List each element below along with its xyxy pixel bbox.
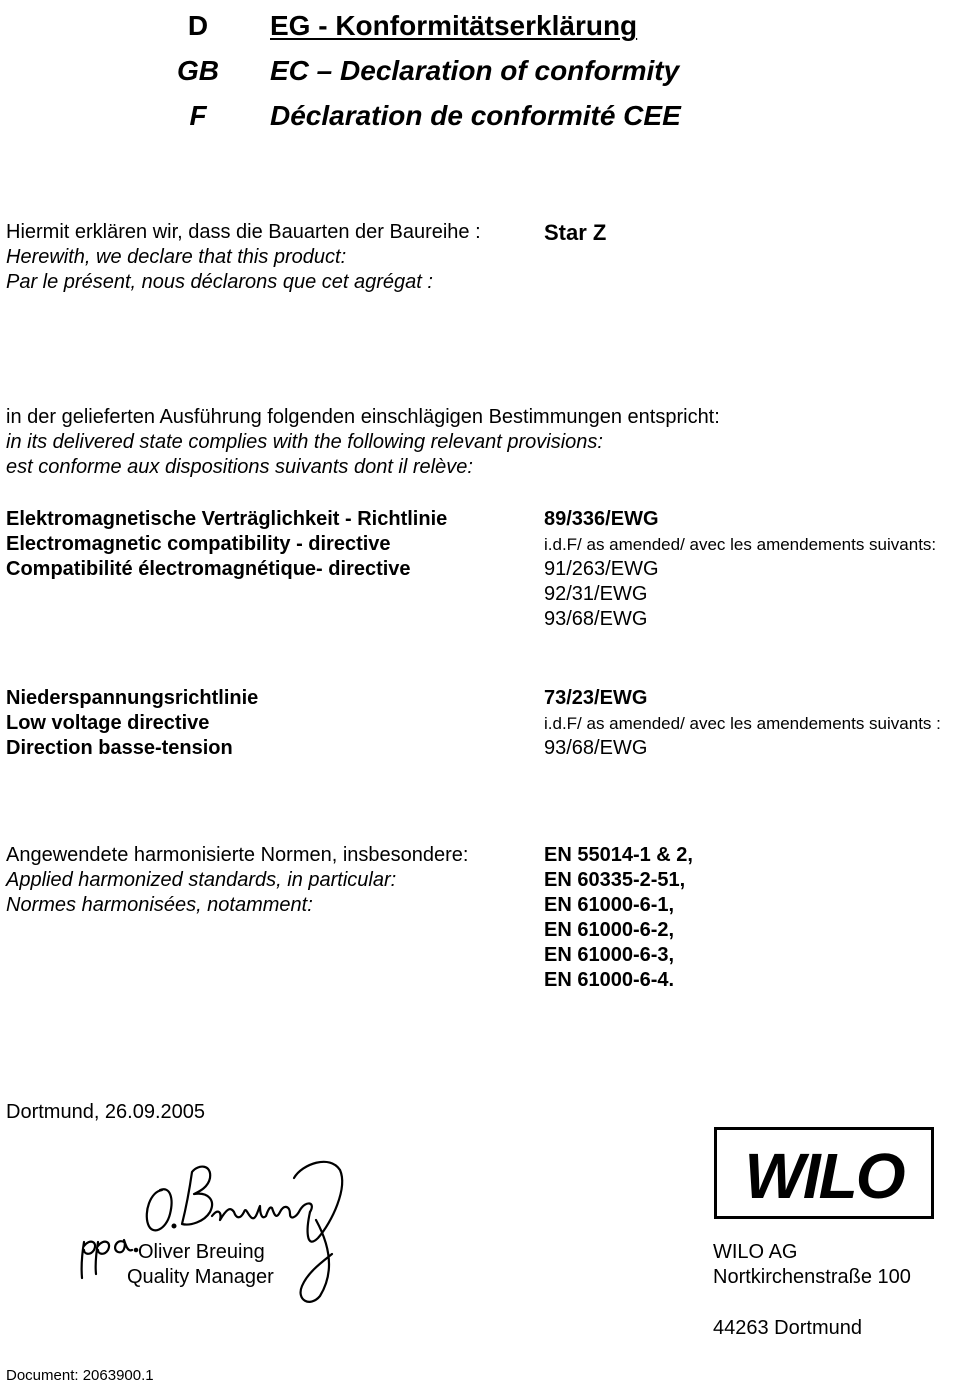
standard-item: EN 61000-6-2,: [544, 919, 675, 941]
emc-main-ref: 89/336/EWG: [544, 508, 659, 530]
product-intro-de: Hiermit erklären wir, dass die Bauarten der Baureihe :: [6, 221, 481, 243]
company-city: 44263 Dortmund: [713, 1317, 862, 1339]
title-german: EG - Konformitätserklärung: [270, 10, 638, 41]
standards-label-fr: Normes harmonisées, notamment:: [6, 894, 313, 916]
language-code-d: D: [187, 10, 209, 41]
lvd-amendment: 93/68/EWG: [544, 737, 648, 759]
compliance-fr: est conforme aux dispositions suivants dont il relève:: [6, 456, 473, 478]
lvd-directive-refs: [544, 686, 941, 761]
product-name: Star Z: [544, 220, 607, 245]
company-address: [713, 1240, 911, 1290]
lvd-label-en: Low voltage directive: [6, 712, 210, 734]
standards-labels: [6, 843, 469, 918]
emc-directive-refs: [544, 507, 936, 632]
standard-item: EN 60335-2-51,: [544, 869, 686, 891]
signatory-name: Oliver Breuing: [138, 1241, 265, 1263]
language-code-gb: GB: [177, 55, 219, 86]
language-code-f: F: [189, 100, 207, 131]
place-date: Dortmund, 26.09.2005: [6, 1101, 206, 1123]
compliance-statement: [6, 405, 720, 480]
emc-label-en: Electromagnetic compatibility - directive: [6, 533, 391, 555]
lvd-label-fr: Direction basse-tension: [6, 737, 233, 759]
standard-item: EN 61000-6-3,: [544, 944, 675, 966]
lvd-directive-labels: [6, 686, 258, 761]
wilo-logo-icon: [717, 1130, 931, 1216]
company-street: Nortkirchenstraße 100: [713, 1266, 911, 1288]
lvd-main-ref: 73/23/EWG: [544, 687, 648, 709]
company-name: WILO AG: [713, 1241, 798, 1263]
standard-item: EN 55014-1 & 2,: [544, 844, 693, 866]
wilo-logo: [714, 1127, 934, 1219]
emc-directive-labels: [6, 507, 447, 582]
document-number: Document: 2063900.1: [6, 1367, 154, 1384]
standard-item: EN 61000-6-1,: [544, 894, 675, 916]
emc-label-fr: Compatibilité électromagnétique- directive: [6, 558, 411, 580]
product-intro-fr: Par le présent, nous déclarons que cet agrégat :: [6, 271, 433, 293]
compliance-en: in its delivered state complies with the following relevant provisions:: [6, 431, 603, 453]
title-english: EC – Declaration of conformity: [270, 55, 680, 86]
standard-item: EN 61000-6-4.: [544, 969, 675, 991]
standards-list: [544, 843, 693, 993]
lvd-amended-note: i.d.F/ as amended/ avec les amendements suivants :: [544, 714, 941, 733]
emc-amended-note: i.d.F/ as amended/ avec les amendements suivants:: [544, 535, 937, 554]
lvd-label-de: Niederspannungsrichtlinie: [6, 687, 259, 709]
emc-amendment: 92/31/EWG: [544, 583, 648, 605]
product-intro: [6, 220, 481, 295]
compliance-de: in der gelieferten Ausführung folgenden einschlägigen Bestimmungen entspricht:: [6, 406, 720, 428]
standards-label-en: Applied harmonized standards, in particular:: [6, 869, 397, 891]
logo-text: WILO: [744, 1140, 904, 1212]
emc-amendment: 93/68/EWG: [544, 608, 648, 630]
standards-label-de: Angewendete harmonisierte Normen, insbesondere:: [6, 844, 469, 866]
product-intro-en: Herewith, we declare that this product:: [6, 246, 347, 268]
emc-amendment: 91/263/EWG: [544, 558, 659, 580]
emc-label-de: Elektromagnetische Verträglichkeit - Richtlinie: [6, 508, 448, 530]
title-french: Déclaration de conformité CEE: [270, 100, 681, 131]
signatory-role: Quality Manager: [127, 1266, 274, 1288]
